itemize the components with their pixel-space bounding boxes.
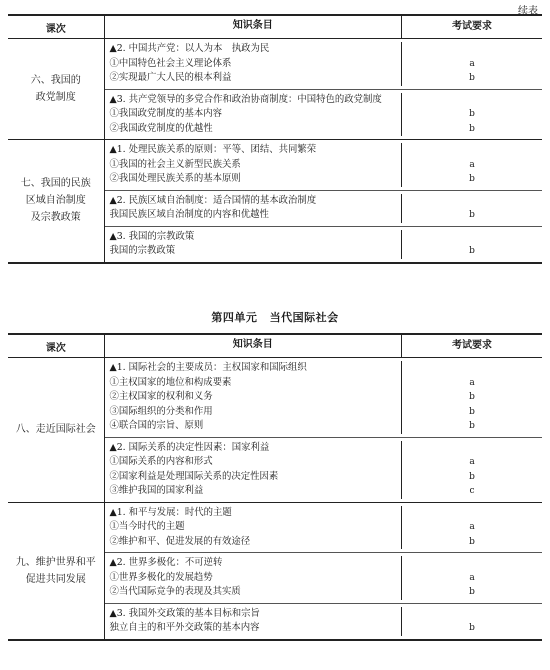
knowledge-items bbox=[105, 42, 402, 86]
knowledge-item: ▲1. 和平与发展：时代的主题 bbox=[109, 506, 232, 518]
knowledge-section bbox=[105, 226, 543, 262]
knowledge-item: ①世界多极化的发展趋势 bbox=[109, 571, 213, 583]
requirement-level: b bbox=[469, 73, 475, 83]
requirement-level: b bbox=[469, 174, 475, 184]
header-knowledge: 知识条目 bbox=[232, 339, 273, 350]
knowledge-item: ③国际组织的分类和作用 bbox=[109, 405, 213, 417]
requirement-level: a bbox=[469, 159, 475, 170]
knowledge-section bbox=[105, 39, 543, 89]
knowledge-section bbox=[105, 140, 543, 190]
knowledge-item: ▲2. 民族区域自治制度：适合国情的基本政治制度 bbox=[109, 194, 317, 206]
knowledge-items bbox=[105, 361, 402, 434]
requirement-level: a bbox=[469, 457, 475, 467]
requirement-level: b bbox=[469, 109, 475, 119]
lesson-name bbox=[8, 358, 104, 503]
knowledge-item: ②实现最广大人民的根本利益 bbox=[109, 72, 232, 83]
knowledge-section bbox=[105, 89, 543, 140]
knowledge-item: ②当代国际竞争的表现及其实质 bbox=[109, 586, 241, 597]
requirement-level: b bbox=[469, 123, 475, 134]
lesson-name bbox=[8, 39, 104, 140]
knowledge-section bbox=[105, 358, 543, 437]
lesson-name bbox=[8, 140, 104, 263]
requirement-level: b bbox=[469, 421, 475, 431]
header-knowledge-and-requirement bbox=[104, 334, 542, 358]
lesson-name bbox=[8, 502, 104, 640]
requirement-column bbox=[401, 556, 542, 600]
knowledge-cell bbox=[104, 140, 542, 263]
requirement-column bbox=[401, 361, 542, 434]
unit-name: 当代国际社会 bbox=[269, 311, 339, 324]
lesson-name-line: 八、走近国际社会 bbox=[15, 424, 96, 436]
knowledge-items bbox=[105, 506, 402, 550]
requirement-level bbox=[402, 556, 542, 571]
knowledge-item: ▲2. 国际关系的决定性因素：国家利益 bbox=[109, 441, 270, 453]
lesson-name-line: 政党制度 bbox=[35, 92, 76, 103]
requirement-level bbox=[402, 506, 542, 521]
unit-number: 第四单元 bbox=[211, 311, 258, 324]
knowledge-item: ▲1. 国际社会的主要成员：主权国家和国际组织 bbox=[109, 362, 307, 373]
knowledge-item: ①我国政党制度的基本内容 bbox=[109, 108, 223, 119]
knowledge-item: ①我国的社会主义新型民族关系 bbox=[109, 158, 241, 170]
knowledge-item: ②我国处理民族关系的基本原则 bbox=[109, 173, 241, 184]
knowledge-cell bbox=[104, 358, 542, 503]
knowledge-section bbox=[105, 503, 543, 553]
knowledge-items bbox=[105, 93, 402, 137]
lesson-row bbox=[8, 502, 542, 640]
knowledge-cell bbox=[104, 39, 542, 140]
knowledge-item: ③维护我国的国家利益 bbox=[109, 485, 204, 496]
knowledge-item: ②维护和平、促进发展的有效途径 bbox=[109, 535, 251, 547]
knowledge-item: ▲3. 共产党领导的多党合作和政治协商制度：中国特色的政党制度 bbox=[109, 93, 382, 105]
header-knowledge: 知识条目 bbox=[232, 20, 273, 31]
knowledge-item: 我国民族区域自治制度的内容和优越性 bbox=[109, 209, 269, 220]
knowledge-items bbox=[105, 194, 402, 223]
lesson-row bbox=[8, 140, 542, 263]
header-requirement: 考试要求 bbox=[401, 16, 542, 38]
requirement-level bbox=[402, 42, 542, 57]
knowledge-items bbox=[105, 230, 402, 259]
knowledge-section bbox=[105, 552, 543, 603]
header-knowledge-and-requirement bbox=[104, 15, 542, 39]
requirement-level: a bbox=[469, 522, 475, 532]
lesson-name-line: 区域自治制度 bbox=[25, 195, 86, 207]
requirement-column bbox=[401, 93, 542, 137]
knowledge-item: ②我国政党制度的优越性 bbox=[109, 122, 213, 134]
requirement-level: b bbox=[469, 587, 475, 597]
requirement-column bbox=[401, 194, 542, 223]
knowledge-item: ①国际关系的内容和形式 bbox=[109, 456, 213, 467]
requirement-level: b bbox=[469, 246, 475, 256]
knowledge-items bbox=[105, 607, 402, 636]
knowledge-item: ▲1. 处理民族关系的原则：平等、团结、共同繁荣 bbox=[109, 144, 317, 155]
lesson-name-line: 及宗教政策 bbox=[30, 212, 81, 224]
requirement-column bbox=[401, 230, 542, 259]
knowledge-section bbox=[105, 190, 543, 226]
knowledge-item: ▲3. 我国的宗教政策 bbox=[109, 230, 195, 242]
lesson-name-line: 促进共同发展 bbox=[25, 573, 86, 585]
requirement-column bbox=[401, 42, 542, 86]
lesson-name-line: 六、我国的 bbox=[30, 75, 81, 86]
header-requirement: 考试要求 bbox=[401, 335, 542, 357]
knowledge-item: ①当今时代的主题 bbox=[109, 521, 185, 532]
knowledge-section bbox=[105, 437, 543, 502]
knowledge-section bbox=[105, 603, 543, 639]
header-lesson: 课次 bbox=[8, 334, 104, 358]
knowledge-item: ①中国特色社会主义理论体系 bbox=[109, 57, 232, 69]
requirement-level: b bbox=[469, 536, 475, 547]
knowledge-items bbox=[105, 143, 402, 187]
syllabus-table-1 bbox=[8, 14, 542, 264]
lesson-name-line: 九、维护世界和平 bbox=[15, 556, 96, 568]
requirement-level: a bbox=[469, 58, 475, 69]
requirement-level: b bbox=[469, 471, 475, 482]
knowledge-items bbox=[105, 441, 402, 499]
knowledge-item: ▲3. 我国外交政策的基本目标和宗旨 bbox=[109, 607, 260, 619]
requirement-level bbox=[402, 194, 542, 209]
requirement-level: a bbox=[469, 572, 475, 583]
header-lesson: 课次 bbox=[8, 15, 104, 39]
requirement-level: c bbox=[469, 486, 475, 496]
requirement-level: b bbox=[469, 210, 475, 220]
requirement-column bbox=[401, 143, 542, 187]
lesson-row bbox=[8, 39, 542, 140]
lesson-name-line: 七、我国的民族 bbox=[20, 178, 91, 190]
unit-title bbox=[0, 309, 550, 325]
knowledge-cell bbox=[104, 502, 542, 640]
requirement-column bbox=[401, 607, 542, 636]
continued-label: 续表 bbox=[518, 6, 538, 17]
requirement-level bbox=[402, 361, 542, 376]
knowledge-item: ②国家利益是处理国际关系的决定性因素 bbox=[109, 470, 279, 482]
knowledge-item: 独立自主的和平外交政策的基本内容 bbox=[109, 622, 260, 633]
knowledge-item: ④联合国的宗旨、原则 bbox=[109, 420, 204, 431]
knowledge-items bbox=[105, 556, 402, 600]
requirement-level bbox=[402, 607, 542, 622]
knowledge-item: ②主权国家的权利和义务 bbox=[109, 391, 213, 402]
requirement-level bbox=[402, 143, 542, 158]
requirement-level: b bbox=[469, 623, 475, 633]
requirement-level: a bbox=[469, 377, 475, 388]
lesson-row bbox=[8, 358, 542, 503]
knowledge-item: ▲2. 世界多极化：不可逆转 bbox=[109, 557, 223, 568]
requirement-column bbox=[401, 506, 542, 550]
requirement-level: b bbox=[469, 392, 475, 402]
knowledge-item: 我国的宗教政策 bbox=[109, 245, 176, 256]
syllabus-table-2 bbox=[8, 333, 542, 641]
requirement-level: b bbox=[469, 406, 475, 417]
requirement-level bbox=[402, 230, 542, 245]
knowledge-item: ①主权国家的地位和构成要素 bbox=[109, 376, 232, 388]
requirement-level bbox=[402, 441, 542, 456]
knowledge-item: ▲2. 中国共产党：以人为本 执政为民 bbox=[109, 43, 270, 54]
requirement-level bbox=[402, 93, 542, 108]
requirement-column bbox=[401, 441, 542, 499]
